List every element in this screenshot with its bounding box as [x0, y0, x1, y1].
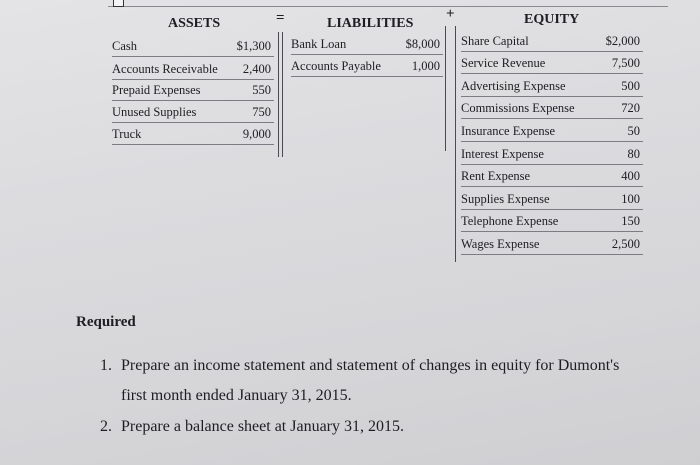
asset-amount: 2,400 [242, 62, 271, 76]
divider-line [455, 26, 456, 262]
liability-label: Bank Loan [291, 37, 347, 51]
asset-row [112, 60, 274, 80]
equity-amount: $2,000 [605, 34, 640, 48]
asset-label: Cash [112, 39, 137, 53]
equity-amount: 720 [621, 101, 640, 115]
equity-label: Insurance Expense [461, 124, 556, 138]
equity-header: EQUITY [524, 12, 580, 27]
required-heading: Required [76, 314, 136, 330]
equity-row [461, 167, 643, 187]
equity-amount: 400 [621, 169, 640, 183]
divider-line [282, 32, 283, 157]
equity-row [461, 54, 643, 74]
item-number: 2. [100, 418, 112, 435]
equity-amount: 150 [621, 214, 640, 228]
liability-row [291, 35, 443, 55]
equity-row [461, 32, 643, 52]
assets-header: ASSETS [168, 16, 221, 31]
asset-label: Unused Supplies [112, 105, 197, 119]
equity-row [461, 122, 643, 142]
equity-label: Wages Expense [461, 237, 540, 251]
asset-amount: 9,000 [242, 127, 271, 141]
equity-row [461, 99, 643, 119]
asset-row [112, 81, 274, 101]
equity-amount: 2,500 [611, 237, 640, 251]
divider-line [278, 32, 279, 157]
equity-label: Advertising Expense [461, 79, 566, 93]
asset-amount: $1,300 [236, 39, 271, 53]
liability-amount: 1,000 [411, 59, 440, 73]
equity-amount: 7,500 [611, 56, 640, 70]
table-top-border [108, 0, 668, 7]
liabilities-header: LIABILITIES [327, 16, 414, 31]
equity-label: Share Capital [461, 34, 529, 48]
equity-row [461, 190, 643, 210]
liability-amount: $8,000 [405, 37, 440, 51]
asset-row [112, 37, 274, 57]
equals-sign: = [276, 10, 285, 26]
asset-label: Truck [112, 127, 142, 141]
equity-label: Rent Expense [461, 169, 531, 183]
liability-label: Accounts Payable [291, 59, 381, 73]
equity-row [461, 145, 643, 165]
equity-amount: 100 [621, 192, 640, 206]
asset-label: Prepaid Expenses [112, 83, 201, 97]
corner-box [113, 0, 124, 7]
equity-row [461, 212, 643, 232]
equity-label: Interest Expense [461, 147, 544, 161]
liability-row [291, 57, 443, 77]
required-item-text: first month ended January 31, 2015. [121, 387, 352, 404]
required-item-text: Prepare a balance sheet at January 31, 2015. [121, 418, 404, 435]
equity-row [461, 77, 643, 97]
equity-amount: 80 [627, 147, 640, 161]
equity-label: Telephone Expense [461, 214, 559, 228]
equity-row [461, 235, 643, 255]
equity-amount: 50 [627, 124, 640, 138]
equity-label: Commissions Expense [461, 101, 575, 115]
equity-label: Supplies Expense [461, 192, 550, 206]
asset-label: Accounts Receivable [112, 62, 218, 76]
plus-sign: + [446, 6, 455, 22]
equity-label: Service Revenue [461, 56, 546, 70]
asset-amount: 550 [252, 83, 271, 97]
asset-amount: 750 [252, 105, 271, 119]
required-item-text: Prepare an income statement and statement of changes in equity for Dumont's [121, 357, 620, 374]
asset-row [112, 125, 274, 145]
divider-line [445, 26, 446, 151]
equity-amount: 500 [621, 79, 640, 93]
item-number: 1. [100, 357, 112, 374]
asset-row [112, 103, 274, 123]
